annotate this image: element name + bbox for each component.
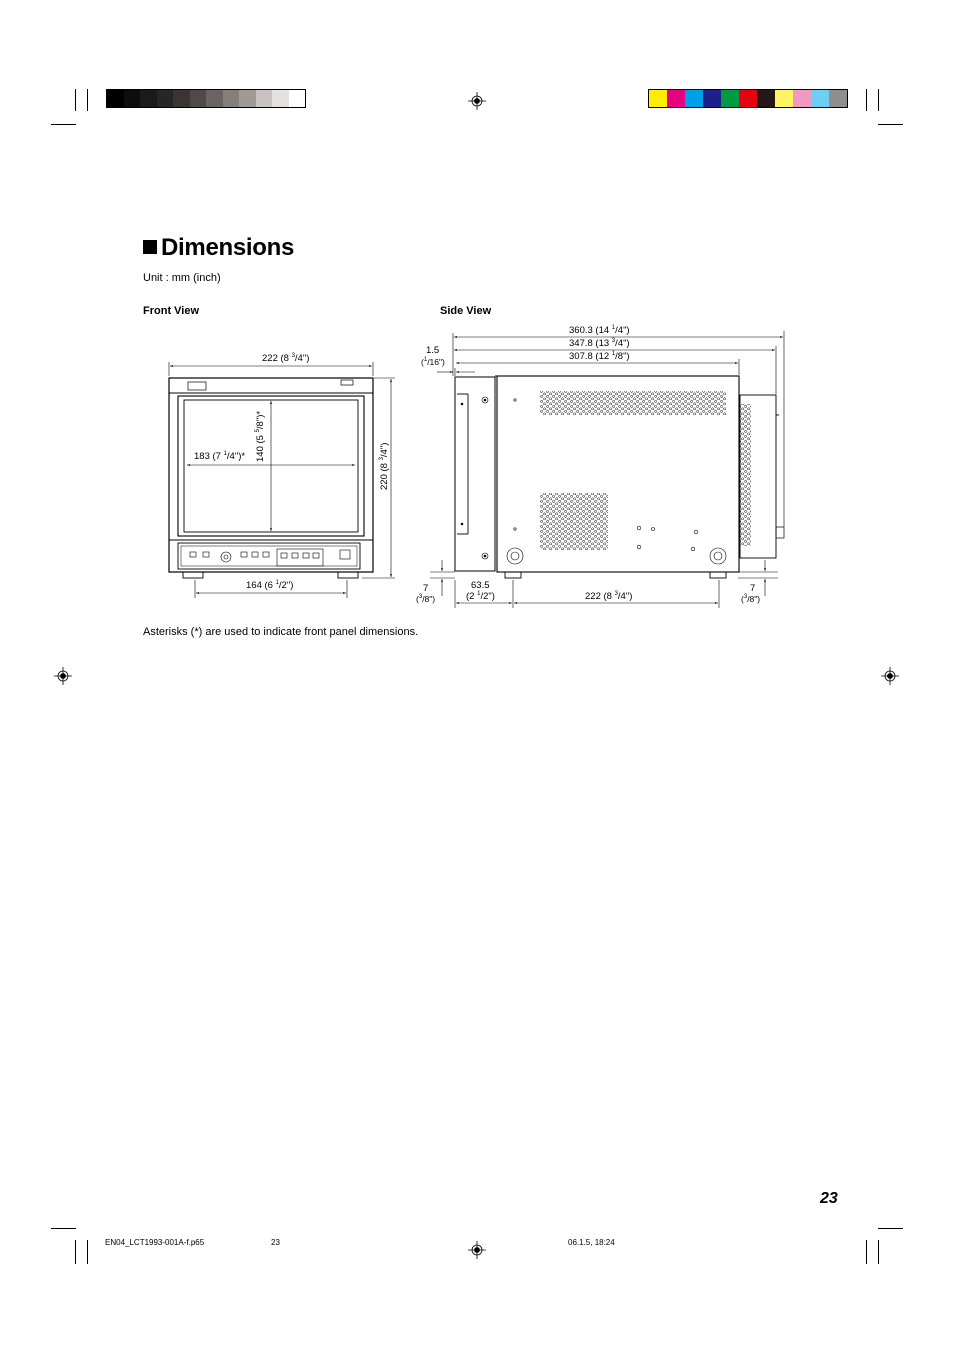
depth-case-label: 307.8 (12 $^1$/8")	[569, 351, 630, 363]
foot-span-label: 222 (8 $^3$/4")	[585, 591, 633, 603]
screen-height-label: 140 (5 $^5$/8")*	[255, 410, 267, 462]
footer-filename: EN04_LCT1993-001A-f.p65	[105, 1238, 205, 1247]
asterisk-note: Asterisks (*) are used to indicate front panel dimensions.	[143, 626, 419, 638]
front-height-label: 220 (8 $^3$/4")	[379, 442, 391, 490]
foot-left-inch: ($^3$/8")	[416, 594, 436, 604]
screen-width-label: 183 (7 $^1$/4")*	[194, 451, 246, 463]
foot-right-value: 7	[750, 583, 756, 594]
front-gap-inch: ($^1$/16")	[421, 357, 445, 367]
footer-date: 06.1.5, 18:24	[568, 1238, 615, 1247]
foot-left-value: 7	[423, 583, 429, 594]
footer-page: 23	[271, 1238, 280, 1247]
foot-offset-inch: (2 $^1$/2")	[466, 591, 495, 603]
unit-label: Unit : mm (inch)	[143, 272, 221, 284]
front-view-label: Front View	[143, 305, 200, 317]
section-title: Dimensions	[143, 234, 294, 262]
front-gap-value: 1.5	[426, 345, 440, 356]
depth-total-label: 360.3 (14 $^1$/4")	[569, 325, 630, 337]
depth-body-label: 347.8 (13 $^3$/4")	[569, 338, 630, 350]
feet-width-label: 164 (6 $^1$/2")	[246, 580, 294, 592]
side-view-drawing	[455, 376, 784, 578]
side-view-label: Side View	[440, 305, 492, 317]
page-number: 23	[820, 1190, 838, 1207]
foot-offset-value: 63.5	[471, 580, 490, 591]
front-width-label: 222 (8 $^3$/4")	[262, 353, 310, 365]
foot-right-inch: ($^3$/8")	[741, 594, 761, 604]
